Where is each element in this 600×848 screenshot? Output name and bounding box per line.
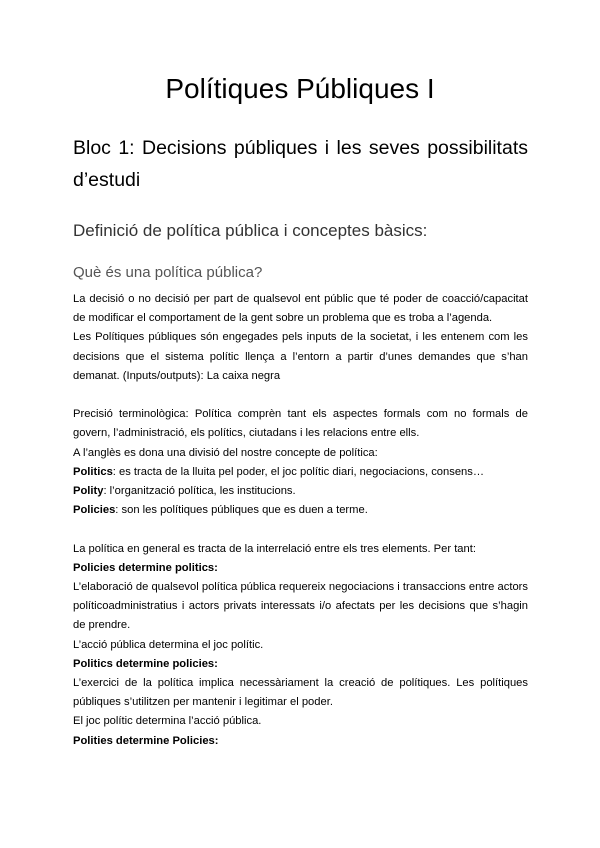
paragraph-terminology: Precisió terminològica: Política comprèn tant els aspectes formals com no formals de govern, l’administració, els polítics, ciutadans i les relacions entre ells. [73, 408, 528, 440]
paragraph-interrelation: La política en general es tracta de la interrelació entre els tres elements. Per tant: [73, 542, 476, 555]
document-body [73, 290, 528, 751]
spacer [73, 520, 528, 539]
term-polity: Polity [73, 485, 104, 498]
paragraph-exercise: L’exercici de la política implica necessàriament la creació de polítiques. Les polítiques públiques s’utilitzen per mantenir i legitimar el poder. [73, 677, 528, 709]
subheading-polities-determine-policies: Polities determine Policies: [73, 734, 219, 747]
definition-policies [73, 501, 528, 520]
text-polity: : l’organització política, les institucions. [103, 485, 296, 498]
paragraph-inputs: Les Polítiques públiques són engegades pels inputs de la societat, i les entenem com les decisions que el sistema polític llença a l’entorn a partir d’unes demandes que s’han demanat. (Inputs/outputs): La caixa negra [73, 331, 528, 382]
definition-polity [73, 482, 528, 501]
subheading-policies-determine-politics: Policies determine politics: [73, 561, 218, 574]
spacer [73, 386, 528, 405]
term-policies: Policies [73, 504, 116, 517]
subheading-politics-determine-policies: Politics determine policies: [73, 657, 218, 670]
text-policies: : son les polítiques públiques que es duen a terme. [115, 504, 368, 517]
paragraph-definition: La decisió o no decisió per part de qualsevol ent públic que té poder de coacció/capacitat de modificar el comportament de la gent sobre un problema que es troba a l’agenda. [73, 293, 528, 325]
definition-politics [73, 463, 528, 482]
paragraph-political-game: El joc polític determina l’acció pública. [73, 715, 262, 728]
paragraph-public-action: L’acció pública determina el joc polític. [73, 638, 264, 651]
paragraph-elaboration: L’elaboració de qualsevol política pública requereix negociacions i transaccions entre actors políticoadministratius i actors privats interessats i/o afectats per les decisions que s’hagin de prendre. [73, 581, 528, 632]
term-politics: Politics [73, 465, 113, 478]
question-heading: Què és una política pública? [73, 264, 263, 281]
text-politics: : es tracta de la lluita pel poder, el joc polític diari, negociacions, consens… [112, 465, 485, 478]
section-heading: Bloc 1: Decisions públiques i les seves possibilitats d’estudi [73, 137, 528, 191]
document-title: Polítiques Públiques I [165, 73, 435, 104]
paragraph-english-division: A l’anglès es dona una divisió del nostre concepte de política: [73, 446, 378, 459]
subsection-heading: Definició de política pública i conceptes bàsics: [73, 221, 428, 240]
